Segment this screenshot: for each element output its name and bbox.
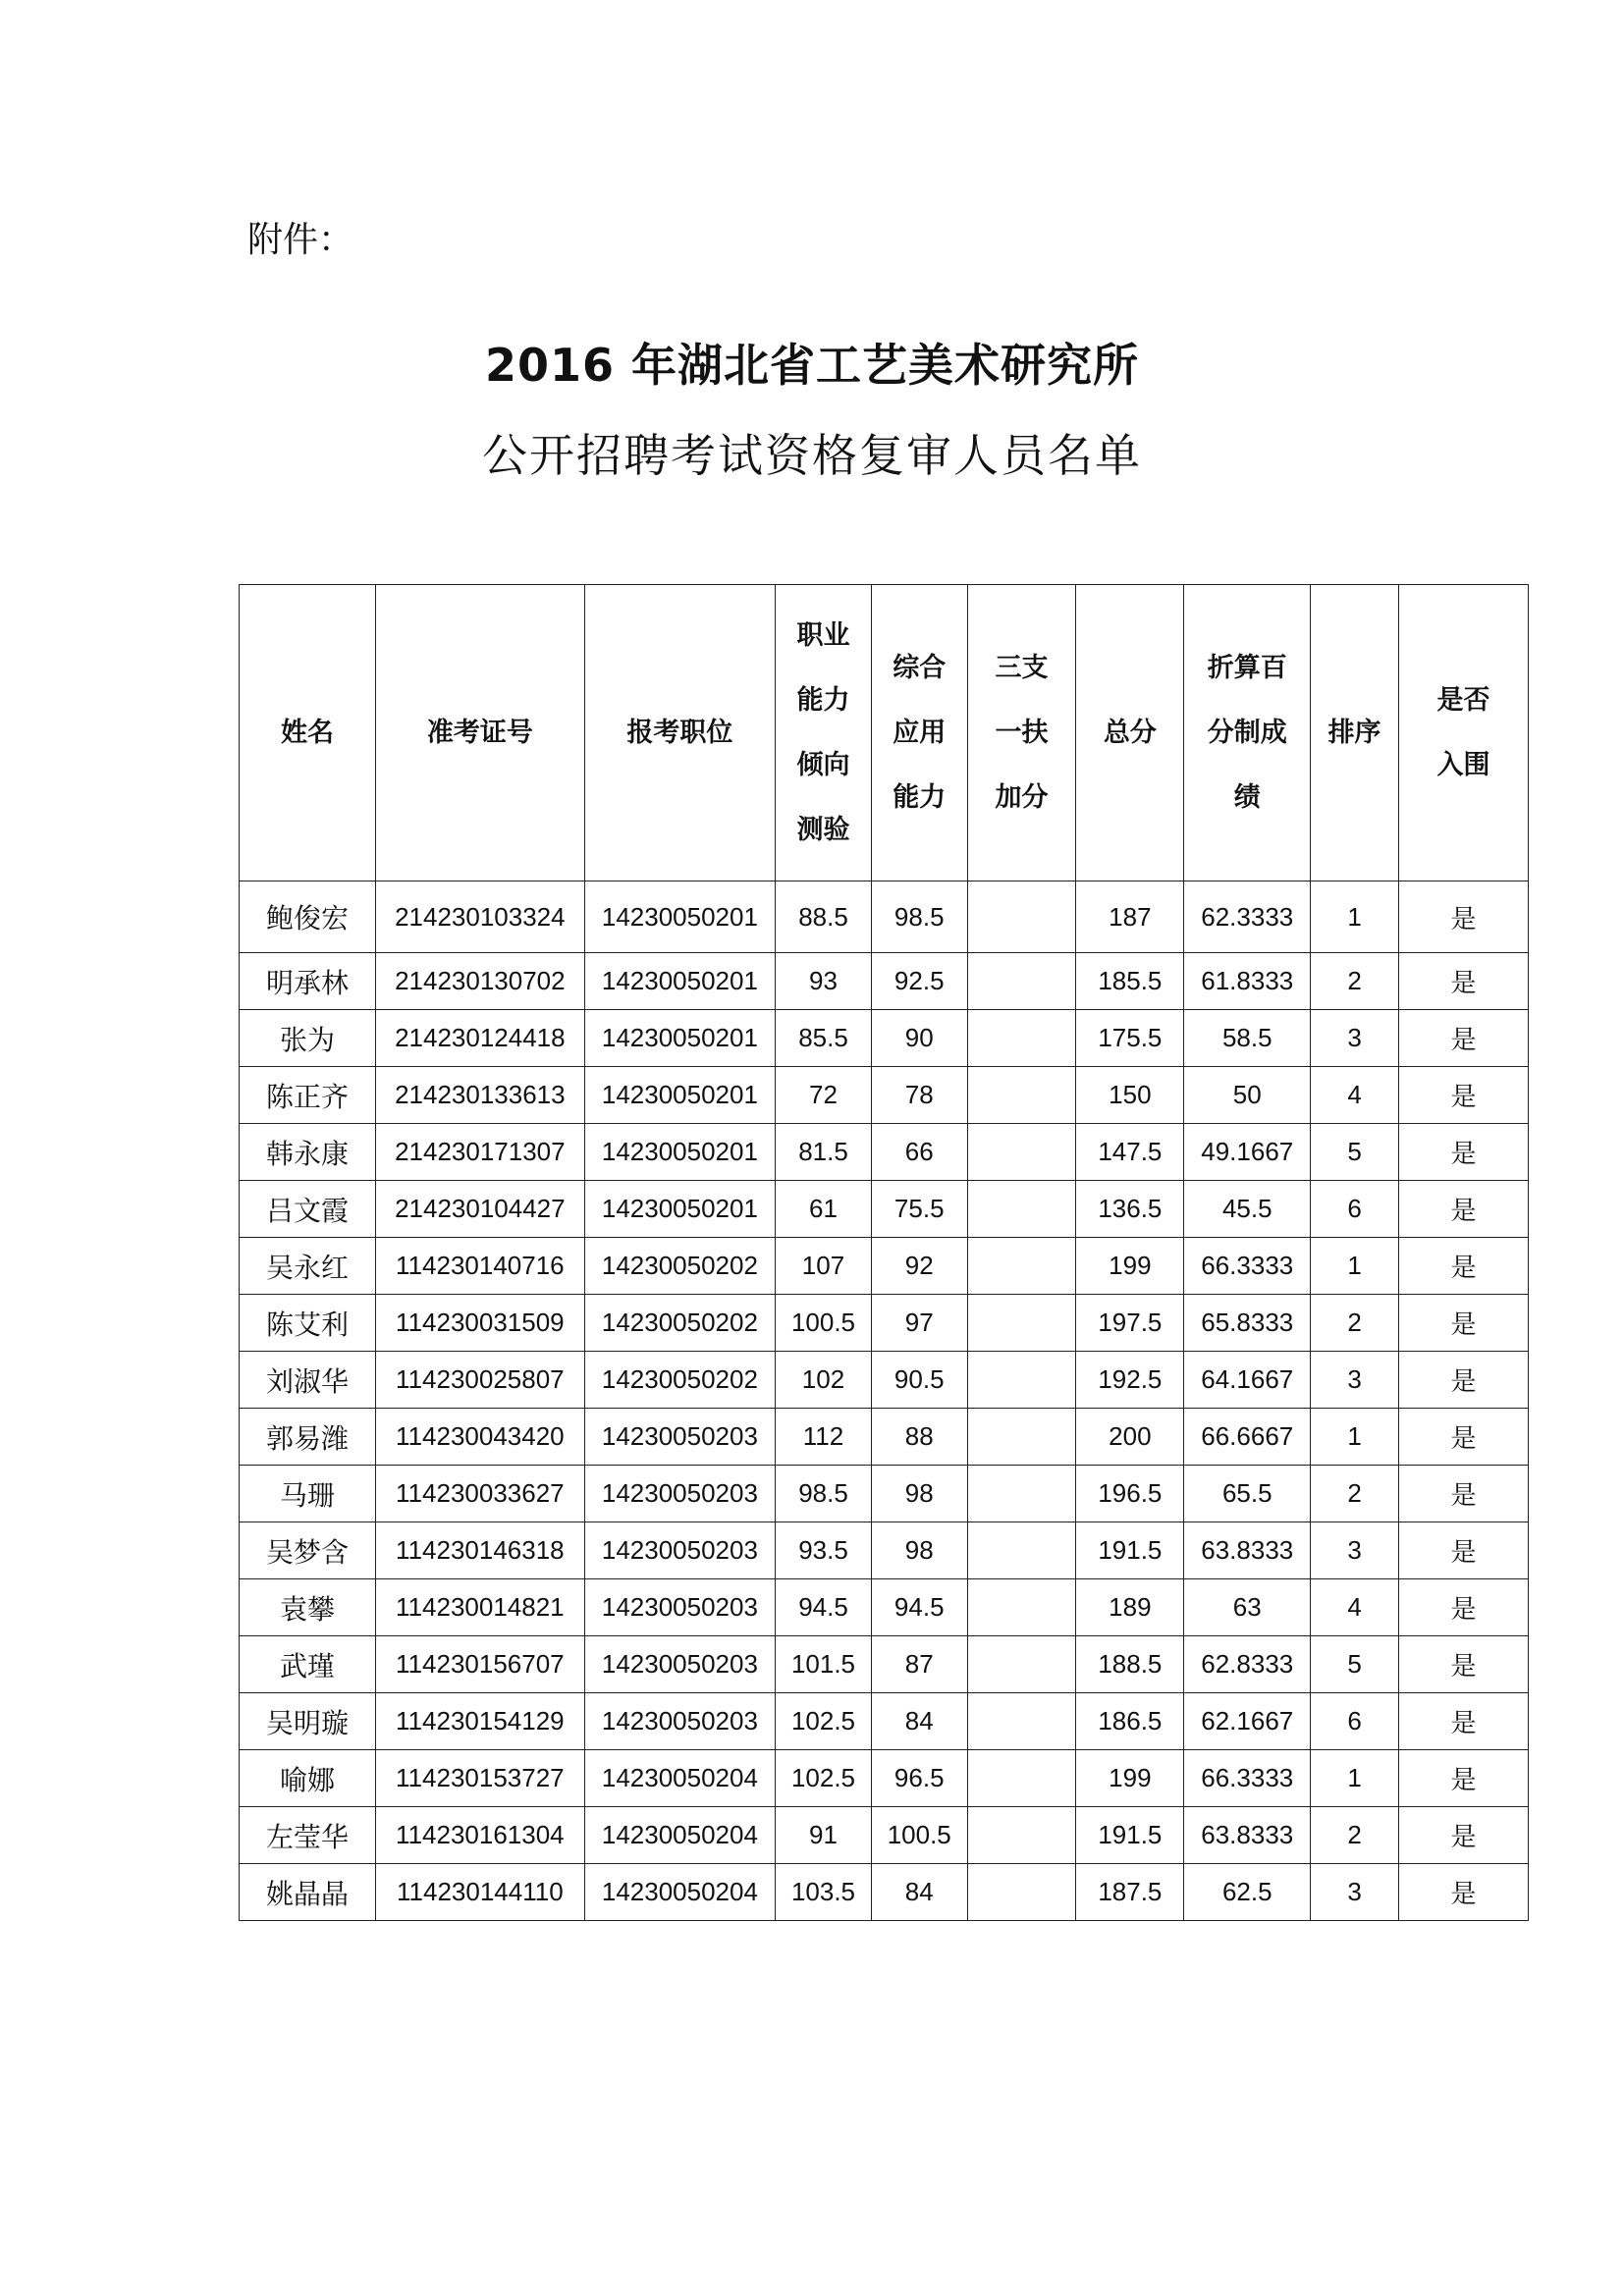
cell-percentage-score: 50 (1184, 1067, 1311, 1124)
cell-bonus (967, 1067, 1076, 1124)
cell-total: 147.5 (1076, 1124, 1184, 1181)
header-bonus: 三支 一扶 加分 (967, 585, 1076, 881)
cell-name: 陈正齐 (240, 1067, 376, 1124)
cell-bonus (967, 1636, 1076, 1693)
cell-percentage-score: 66.3333 (1184, 1750, 1311, 1807)
cell-total: 192.5 (1076, 1352, 1184, 1409)
cell-total: 191.5 (1076, 1522, 1184, 1579)
cell-aptitude-test: 107 (776, 1238, 872, 1295)
header-position: 报考职位 (584, 585, 775, 881)
cell-ticket-number: 114230031509 (376, 1295, 585, 1352)
cell-comprehensive: 78 (871, 1067, 967, 1124)
cell-aptitude-test: 103.5 (776, 1864, 872, 1921)
table-row (240, 1693, 1529, 1750)
cell-shortlisted: 是 (1398, 1067, 1528, 1124)
cell-comprehensive: 92 (871, 1238, 967, 1295)
cell-shortlisted: 是 (1398, 1466, 1528, 1522)
cell-bonus (967, 1579, 1076, 1636)
cell-ticket-number: 114230140716 (376, 1238, 585, 1295)
cell-bonus (967, 953, 1076, 1010)
cell-aptitude-test: 93 (776, 953, 872, 1010)
cell-comprehensive: 98.5 (871, 881, 967, 953)
cell-ticket-number: 114230144110 (376, 1864, 585, 1921)
cell-bonus (967, 881, 1076, 953)
cell-ticket-number: 114230043420 (376, 1409, 585, 1466)
cell-bonus (967, 1010, 1076, 1067)
header-comprehensive: 综合 应用 能力 (871, 585, 967, 881)
cell-aptitude-test: 91 (776, 1807, 872, 1864)
table-row (240, 953, 1529, 1010)
cell-rank: 1 (1311, 1750, 1399, 1807)
table-row (240, 1409, 1529, 1466)
cell-rank: 3 (1311, 1864, 1399, 1921)
cell-total: 189 (1076, 1579, 1184, 1636)
cell-bonus (967, 1466, 1076, 1522)
cell-rank: 4 (1311, 1579, 1399, 1636)
cell-rank: 5 (1311, 1124, 1399, 1181)
cell-comprehensive: 100.5 (871, 1807, 967, 1864)
cell-ticket-number: 214230171307 (376, 1124, 585, 1181)
cell-name: 鲍俊宏 (240, 881, 376, 953)
cell-ticket-number: 114230146318 (376, 1522, 585, 1579)
cell-ticket-number: 214230133613 (376, 1067, 585, 1124)
cell-position: 14230050201 (584, 1124, 775, 1181)
cell-shortlisted: 是 (1398, 1010, 1528, 1067)
cell-aptitude-test: 94.5 (776, 1579, 872, 1636)
candidate-table (239, 584, 1529, 1921)
cell-total: 175.5 (1076, 1010, 1184, 1067)
cell-percentage-score: 62.8333 (1184, 1636, 1311, 1693)
cell-bonus (967, 1750, 1076, 1807)
cell-position: 14230050203 (584, 1636, 775, 1693)
cell-aptitude-test: 101.5 (776, 1636, 872, 1693)
cell-position: 14230050202 (584, 1238, 775, 1295)
cell-aptitude-test: 88.5 (776, 881, 872, 953)
cell-bonus (967, 1693, 1076, 1750)
cell-total: 186.5 (1076, 1693, 1184, 1750)
cell-percentage-score: 63 (1184, 1579, 1311, 1636)
cell-shortlisted: 是 (1398, 1181, 1528, 1238)
cell-percentage-score: 64.1667 (1184, 1352, 1311, 1409)
table-header-row (240, 585, 1529, 881)
cell-ticket-number: 114230154129 (376, 1693, 585, 1750)
cell-total: 187 (1076, 881, 1184, 953)
cell-aptitude-test: 102.5 (776, 1750, 872, 1807)
table-row (240, 1181, 1529, 1238)
cell-rank: 3 (1311, 1522, 1399, 1579)
cell-shortlisted: 是 (1398, 1124, 1528, 1181)
attachment-label: 附件： (247, 220, 354, 260)
table-row (240, 1522, 1529, 1579)
table-row (240, 1067, 1529, 1124)
cell-name: 喻娜 (240, 1750, 376, 1807)
header-aptitude-test: 职业 能力 倾向 测验 (776, 585, 872, 881)
cell-comprehensive: 98 (871, 1466, 967, 1522)
cell-bonus (967, 1352, 1076, 1409)
table-row (240, 1352, 1529, 1409)
cell-position: 14230050201 (584, 881, 775, 953)
cell-shortlisted: 是 (1398, 1352, 1528, 1409)
cell-percentage-score: 62.5 (1184, 1864, 1311, 1921)
cell-name: 武瑾 (240, 1636, 376, 1693)
cell-shortlisted: 是 (1398, 1409, 1528, 1466)
cell-position: 14230050203 (584, 1579, 775, 1636)
cell-name: 马珊 (240, 1466, 376, 1522)
header-total: 总分 (1076, 585, 1184, 881)
table-row (240, 1238, 1529, 1295)
cell-name: 明承林 (240, 953, 376, 1010)
table-row (240, 1466, 1529, 1522)
cell-shortlisted: 是 (1398, 1636, 1528, 1693)
header-name: 姓名 (240, 585, 376, 881)
cell-position: 14230050203 (584, 1522, 775, 1579)
cell-name: 袁攀 (240, 1579, 376, 1636)
cell-aptitude-test: 98.5 (776, 1466, 872, 1522)
cell-position: 14230050203 (584, 1693, 775, 1750)
cell-total: 150 (1076, 1067, 1184, 1124)
cell-comprehensive: 90 (871, 1010, 967, 1067)
cell-position: 14230050201 (584, 1181, 775, 1238)
cell-name: 刘淑华 (240, 1352, 376, 1409)
cell-rank: 5 (1311, 1636, 1399, 1693)
header-percentage-score: 折算百 分制成 绩 (1184, 585, 1311, 881)
cell-total: 199 (1076, 1238, 1184, 1295)
cell-aptitude-test: 93.5 (776, 1522, 872, 1579)
cell-comprehensive: 66 (871, 1124, 967, 1181)
cell-total: 197.5 (1076, 1295, 1184, 1352)
document-subtitle: 公开招聘考试资格复审人员名单 (482, 429, 1142, 482)
cell-percentage-score: 58.5 (1184, 1010, 1311, 1067)
cell-ticket-number: 114230161304 (376, 1807, 585, 1864)
cell-total: 200 (1076, 1409, 1184, 1466)
header-rank: 排序 (1311, 585, 1399, 881)
cell-rank: 1 (1311, 1238, 1399, 1295)
table-row (240, 1124, 1529, 1181)
cell-bonus (967, 1124, 1076, 1181)
cell-position: 14230050203 (584, 1409, 775, 1466)
cell-bonus (967, 1181, 1076, 1238)
cell-ticket-number: 114230156707 (376, 1636, 585, 1693)
cell-name: 姚晶晶 (240, 1864, 376, 1921)
cell-position: 14230050204 (584, 1864, 775, 1921)
cell-name: 左莹华 (240, 1807, 376, 1864)
cell-comprehensive: 88 (871, 1409, 967, 1466)
cell-aptitude-test: 100.5 (776, 1295, 872, 1352)
cell-position: 14230050204 (584, 1750, 775, 1807)
header-shortlisted: 是否 入围 (1398, 585, 1528, 881)
cell-position: 14230050201 (584, 953, 775, 1010)
cell-percentage-score: 62.1667 (1184, 1693, 1311, 1750)
cell-ticket-number: 214230104427 (376, 1181, 585, 1238)
cell-percentage-score: 66.6667 (1184, 1409, 1311, 1466)
cell-name: 韩永康 (240, 1124, 376, 1181)
cell-shortlisted: 是 (1398, 1750, 1528, 1807)
cell-rank: 4 (1311, 1067, 1399, 1124)
cell-percentage-score: 49.1667 (1184, 1124, 1311, 1181)
cell-percentage-score: 61.8333 (1184, 953, 1311, 1010)
table-row (240, 1010, 1529, 1067)
cell-rank: 3 (1311, 1010, 1399, 1067)
cell-bonus (967, 1807, 1076, 1864)
cell-total: 187.5 (1076, 1864, 1184, 1921)
cell-bonus (967, 1522, 1076, 1579)
cell-aptitude-test: 81.5 (776, 1124, 872, 1181)
cell-comprehensive: 75.5 (871, 1181, 967, 1238)
cell-rank: 1 (1311, 881, 1399, 953)
cell-rank: 3 (1311, 1352, 1399, 1409)
table-row (240, 1579, 1529, 1636)
cell-total: 199 (1076, 1750, 1184, 1807)
cell-comprehensive: 98 (871, 1522, 967, 1579)
cell-position: 14230050202 (584, 1352, 775, 1409)
cell-shortlisted: 是 (1398, 953, 1528, 1010)
cell-percentage-score: 62.3333 (1184, 881, 1311, 953)
cell-rank: 6 (1311, 1693, 1399, 1750)
cell-total: 136.5 (1076, 1181, 1184, 1238)
cell-name: 吴梦含 (240, 1522, 376, 1579)
cell-percentage-score: 66.3333 (1184, 1238, 1311, 1295)
cell-name: 吕文霞 (240, 1181, 376, 1238)
table-row (240, 1636, 1529, 1693)
cell-comprehensive: 92.5 (871, 953, 967, 1010)
cell-ticket-number: 114230025807 (376, 1352, 585, 1409)
cell-percentage-score: 63.8333 (1184, 1522, 1311, 1579)
cell-aptitude-test: 61 (776, 1181, 872, 1238)
cell-position: 14230050202 (584, 1295, 775, 1352)
cell-name: 张为 (240, 1010, 376, 1067)
cell-total: 185.5 (1076, 953, 1184, 1010)
cell-total: 188.5 (1076, 1636, 1184, 1693)
table-row (240, 1864, 1529, 1921)
cell-bonus (967, 1295, 1076, 1352)
cell-aptitude-test: 102.5 (776, 1693, 872, 1750)
cell-shortlisted: 是 (1398, 1579, 1528, 1636)
cell-comprehensive: 90.5 (871, 1352, 967, 1409)
cell-percentage-score: 65.5 (1184, 1466, 1311, 1522)
cell-shortlisted: 是 (1398, 1522, 1528, 1579)
header-ticket-number: 准考证号 (376, 585, 585, 881)
cell-comprehensive: 84 (871, 1864, 967, 1921)
cell-rank: 1 (1311, 1409, 1399, 1466)
cell-shortlisted: 是 (1398, 1864, 1528, 1921)
table-row (240, 1750, 1529, 1807)
cell-name: 吴明璇 (240, 1693, 376, 1750)
cell-aptitude-test: 85.5 (776, 1010, 872, 1067)
cell-comprehensive: 94.5 (871, 1579, 967, 1636)
cell-ticket-number: 214230103324 (376, 881, 585, 953)
cell-rank: 2 (1311, 1807, 1399, 1864)
cell-name: 吴永红 (240, 1238, 376, 1295)
cell-bonus (967, 1864, 1076, 1921)
cell-aptitude-test: 112 (776, 1409, 872, 1466)
cell-bonus (967, 1238, 1076, 1295)
cell-aptitude-test: 72 (776, 1067, 872, 1124)
cell-ticket-number: 114230033627 (376, 1466, 585, 1522)
cell-position: 14230050203 (584, 1466, 775, 1522)
cell-ticket-number: 114230153727 (376, 1750, 585, 1807)
cell-comprehensive: 97 (871, 1295, 967, 1352)
cell-comprehensive: 87 (871, 1636, 967, 1693)
cell-rank: 2 (1311, 1295, 1399, 1352)
cell-total: 191.5 (1076, 1807, 1184, 1864)
cell-ticket-number: 214230124418 (376, 1010, 585, 1067)
table-row (240, 1295, 1529, 1352)
cell-shortlisted: 是 (1398, 881, 1528, 953)
cell-comprehensive: 84 (871, 1693, 967, 1750)
cell-percentage-score: 45.5 (1184, 1181, 1311, 1238)
cell-shortlisted: 是 (1398, 1238, 1528, 1295)
document-title: 2016 年湖北省工艺美术研究所 (484, 339, 1140, 392)
cell-total: 196.5 (1076, 1466, 1184, 1522)
cell-rank: 6 (1311, 1181, 1399, 1238)
table-row (240, 881, 1529, 953)
cell-position: 14230050201 (584, 1010, 775, 1067)
cell-percentage-score: 65.8333 (1184, 1295, 1311, 1352)
cell-aptitude-test: 102 (776, 1352, 872, 1409)
cell-percentage-score: 63.8333 (1184, 1807, 1311, 1864)
cell-ticket-number: 214230130702 (376, 953, 585, 1010)
cell-shortlisted: 是 (1398, 1693, 1528, 1750)
cell-comprehensive: 96.5 (871, 1750, 967, 1807)
cell-position: 14230050201 (584, 1067, 775, 1124)
cell-shortlisted: 是 (1398, 1295, 1528, 1352)
table-row (240, 1807, 1529, 1864)
cell-bonus (967, 1409, 1076, 1466)
cell-name: 陈艾利 (240, 1295, 376, 1352)
cell-rank: 2 (1311, 953, 1399, 1010)
cell-shortlisted: 是 (1398, 1807, 1528, 1864)
cell-position: 14230050204 (584, 1807, 775, 1864)
cell-ticket-number: 114230014821 (376, 1579, 585, 1636)
cell-name: 郭易潍 (240, 1409, 376, 1466)
cell-rank: 2 (1311, 1466, 1399, 1522)
